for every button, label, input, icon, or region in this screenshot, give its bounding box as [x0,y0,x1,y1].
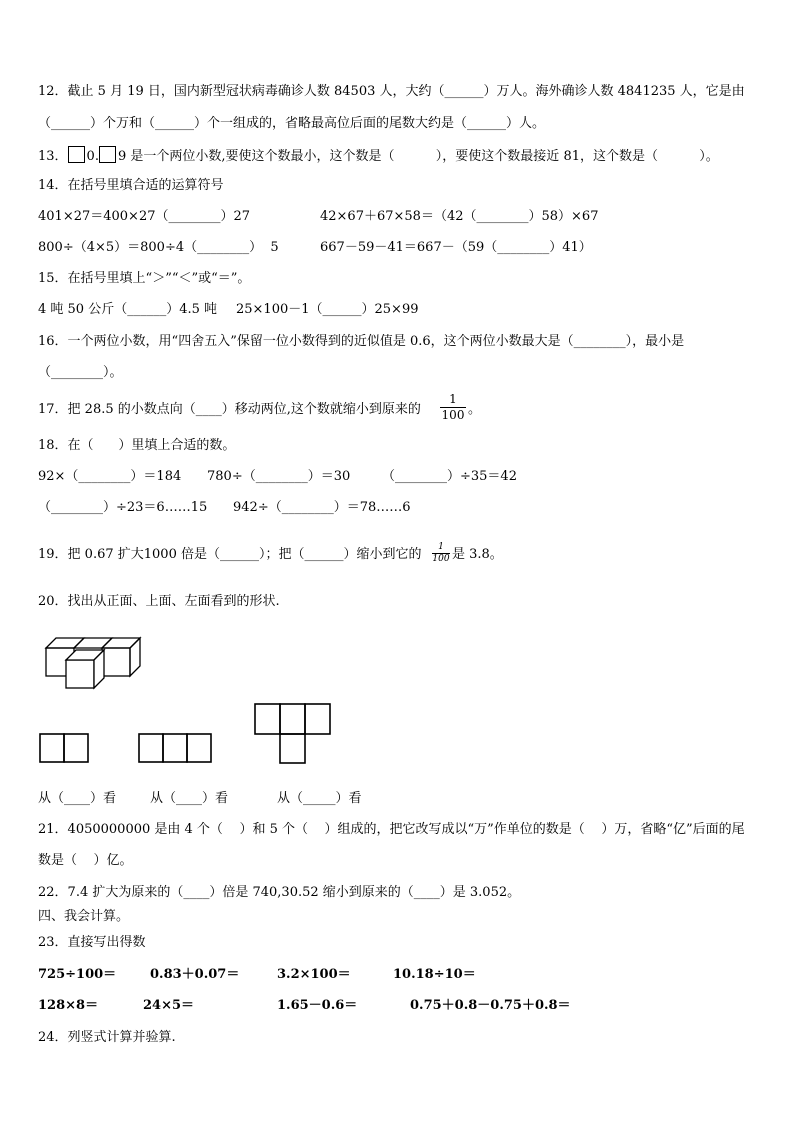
q18-row2-b: 942÷（________）＝78……6 [233,500,411,515]
cube-stack-figure [40,630,144,692]
q18-title: 18．在（ ）里填上合适的数。 [38,438,236,453]
q18-row1-a: 92×（________）＝184 [38,469,182,484]
q20-title: 20．找出从正面、上面、左面看到的形状. [38,594,280,609]
q14-title: 14．在括号里填合适的运算符号 [38,178,224,193]
q15-title: 15．在括号里填上“＞”“＜”或“＝”。 [38,271,251,286]
q21-line2: 数是（ ）亿。 [38,853,133,868]
q14-row1-a: 401×27＝400×27（________）27 [38,209,251,224]
q17-text: 17．把 28.5 的小数点向（____）移动两位,这个数就缩小到原来的 [38,402,421,417]
q18-row2-a: （________）÷23＝6……15 [38,500,208,515]
q18-row1-c: （________）÷35＝42 [382,469,517,484]
digit-box-icon [99,146,116,163]
view-shape-two-squares [38,732,92,766]
q13 [38,146,719,165]
q14-row2-a: 800÷（4×5）＝800÷4（________） 5 [38,240,279,255]
q13-part-b: 9 是一个两位小数,要使这个数最小，这个数是（ ），要使这个数最接近 81，这个数是（ ）。 [117,149,719,164]
q20-label-2: 从（____）看 [150,791,229,806]
q22-text: 22．7.4 扩大为原来的（____）倍是 740,30.52 缩小到原来的（____）是 3.052。 [38,885,521,900]
q12-line1: 12．截止 5 月 19 日，国内新型冠状病毒确诊人数 84503 人，大约（______）万人。海外确诊人数 4841235 人，它是由 [38,84,745,99]
q24-title: 24．列竖式计算并验算. [38,1030,176,1045]
q14-row2-b: 667－59－41＝667－（59（________）41） [320,240,592,255]
q23-r2-c4: 0.75＋0.8－0.75＋0.8＝ [410,998,571,1013]
q18-row1-b: 780÷（________）＝30 [207,469,351,484]
q21-line1: 21．4050000000 是由 4 个（ ）和 5 个（ ）组成的，把它改写成以“万”作单位的数是（ ）万，省略“亿”后面的尾 [38,822,745,837]
fraction-denominator: 100 [432,554,450,564]
fraction-numerator: 1 [449,392,457,406]
q20-label-1: 从（____）看 [38,791,117,806]
q23-r2-c3: 1.65－0.6＝ [277,998,358,1013]
q19-fraction [432,543,450,564]
fraction-numerator: 1 [438,542,444,552]
q13-part-a: 0. [86,149,99,164]
q23-r2-c2: 24×5＝ [143,998,195,1013]
view-shape-t-shape [253,702,333,766]
section-4-title: 四、我会计算。 [38,909,130,924]
q14-row1-b: 42×67＋67×58＝（42（________）58）×67 [320,209,599,224]
q23-r1-c2: 0.83＋0.07＝ [150,967,240,982]
q13-number: 13． [38,149,68,164]
q23-r2-c1: 128×8＝ [38,998,99,1013]
q23-r1-c4: 10.18÷10＝ [393,967,476,982]
q23-title: 23．直接写出得数 [38,935,146,950]
q19-text: 19．把 0.67 扩大1000 倍是（______）；把（______）缩小到它的 [38,547,422,562]
q23-r1-c1: 725÷100＝ [38,967,117,982]
q19-end: 是 3.8。 [452,547,503,562]
digit-box-icon [68,146,85,163]
q23-r1-c3: 3.2×100＝ [277,967,351,982]
view-shape-three-squares [137,732,213,766]
fraction-denominator: 100 [441,408,465,422]
q20-label-3: 从（_____）看 [277,791,362,806]
q15-a: 4 吨 50 公斤（______）4.5 吨 [38,302,218,317]
q17-fraction [440,393,466,422]
q17-end: 。 [468,402,482,417]
q16-line1: 16．一个两位小数，用“四舍五入”保留一位小数得到的近似值是 0.6，这个两位小数最大是（________），最小是 [38,334,685,349]
q16-line2: （________）。 [38,365,123,380]
q12-line2: （______）个万和（______）个一组成的，省略最高位后面的尾数大约是（______）人。 [38,116,546,131]
q15-b: 25×100－1（______）25×99 [236,302,419,317]
